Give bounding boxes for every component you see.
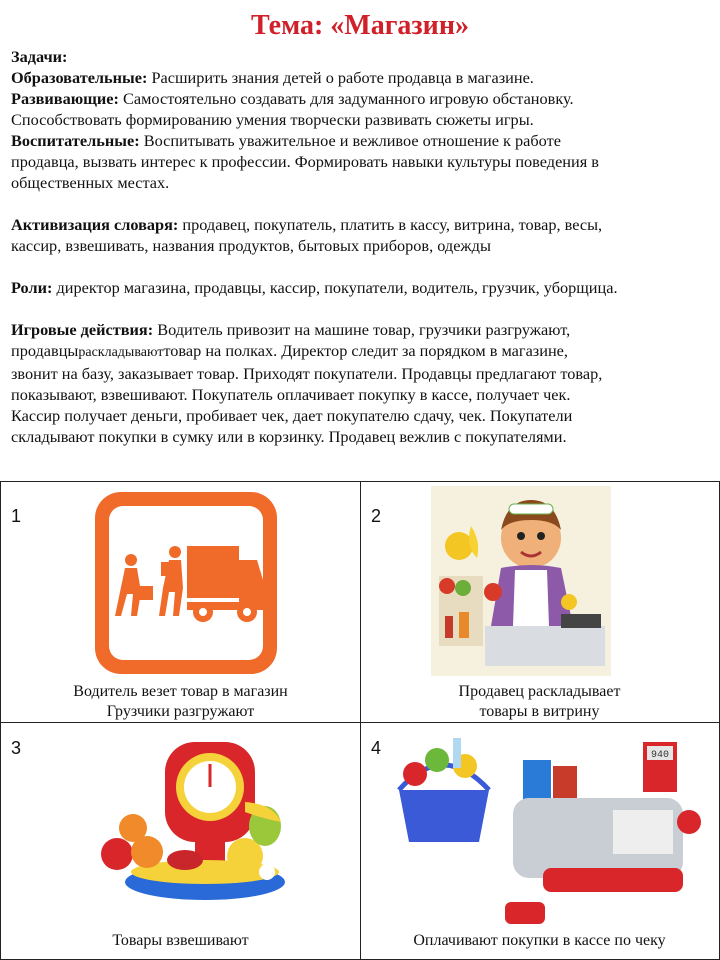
lesson-text [11,46,713,447]
vocab-label: Активизация словаря: [11,215,179,234]
cell-2-caption-line-2: товары в витрину [479,703,600,720]
cell-1-caption-line-2: Грузчики разгружают [106,703,255,720]
cell-4-number: 4 [371,738,382,758]
actions-text-2c: товар на полках. Директор следит за порядком в магазине, [163,341,568,360]
cell-1-caption [1,682,360,722]
actions-label: Игровые действия: [11,320,154,339]
toy-scale-icon [95,732,285,912]
cell-1-number: 1 [11,506,22,526]
upbringing-text-2: продавца, вызвать интерес к профессии. Формировать навыки культуры поведения в [11,152,599,171]
vocab-text: продавец, покупатель, платить в кассу, витрина, товар, весы, [182,215,603,234]
actions-text-5: Кассир получает деньги, пробивает чек, дает покупателю сдачу, чек. Покупатели [11,406,573,425]
developing-text: Самостоятельно создавать для задуманного игровую обстановку. [123,89,574,108]
illustration-grid [0,481,720,960]
upbringing-text: Воспитывать уважительное и вежливое отношение к работе [143,131,561,150]
actions-text-2b: раскладывают [78,345,164,360]
actions-text-4: показывают, взвешивают. Покупатель оплачивает покупку в кассе, получает чек. [11,385,571,404]
upbringing-label: Воспитательные: [11,131,140,150]
cash-register-illustration [393,730,715,930]
cell-2-caption [360,682,719,722]
roles-label: Роли: [11,278,53,297]
developing-label: Развивающие: [11,89,119,108]
developing-text-2: Способствовать формированию умения творчески развивать сюжеты игры. [11,110,534,129]
roles-text: директор магазина, продавцы, кассир, покупатели, водитель, грузчик, уборщица. [56,278,618,297]
tasks-heading: Задачи: [11,47,68,66]
educational-text: Расширить знания детей о работе продавца в магазине. [151,68,534,87]
actions-text-6: складывают покупки в сумку или в корзинку. Продавец вежлив с покупателями. [11,427,567,446]
scale-display: 940 [650,750,670,761]
educational-label: Образовательные: [11,68,148,87]
actions-text: Водитель привозит на машине товар, грузчики разгружают, [157,320,571,339]
cell-1-caption-line-1: Водитель везет товар в магазин [73,683,288,700]
delivery-truck-icon [91,488,281,678]
vocab-text-2: кассир, взвешивать, названия продуктов, бытовых приборов, одежды [11,236,491,255]
cell-3-number: 3 [11,738,22,758]
cell-3-caption: Товары взвешивают [112,932,249,949]
seller-illustration [431,486,611,676]
cell-4-caption: Оплачивают покупки в кассе по чеку [413,932,666,949]
actions-text-3: звонит на базу, заказывает товар. Приходят покупатели. Продавцы предлагают товар, [11,364,603,383]
page-title: Тема: «Магазин» [251,10,469,41]
upbringing-text-3: общественных местах. [11,173,170,192]
actions-text-2a: продавцы [11,341,79,360]
cell-2-number: 2 [371,506,382,526]
cell-2-caption-line-1: Продавец раскладывает [458,683,621,700]
